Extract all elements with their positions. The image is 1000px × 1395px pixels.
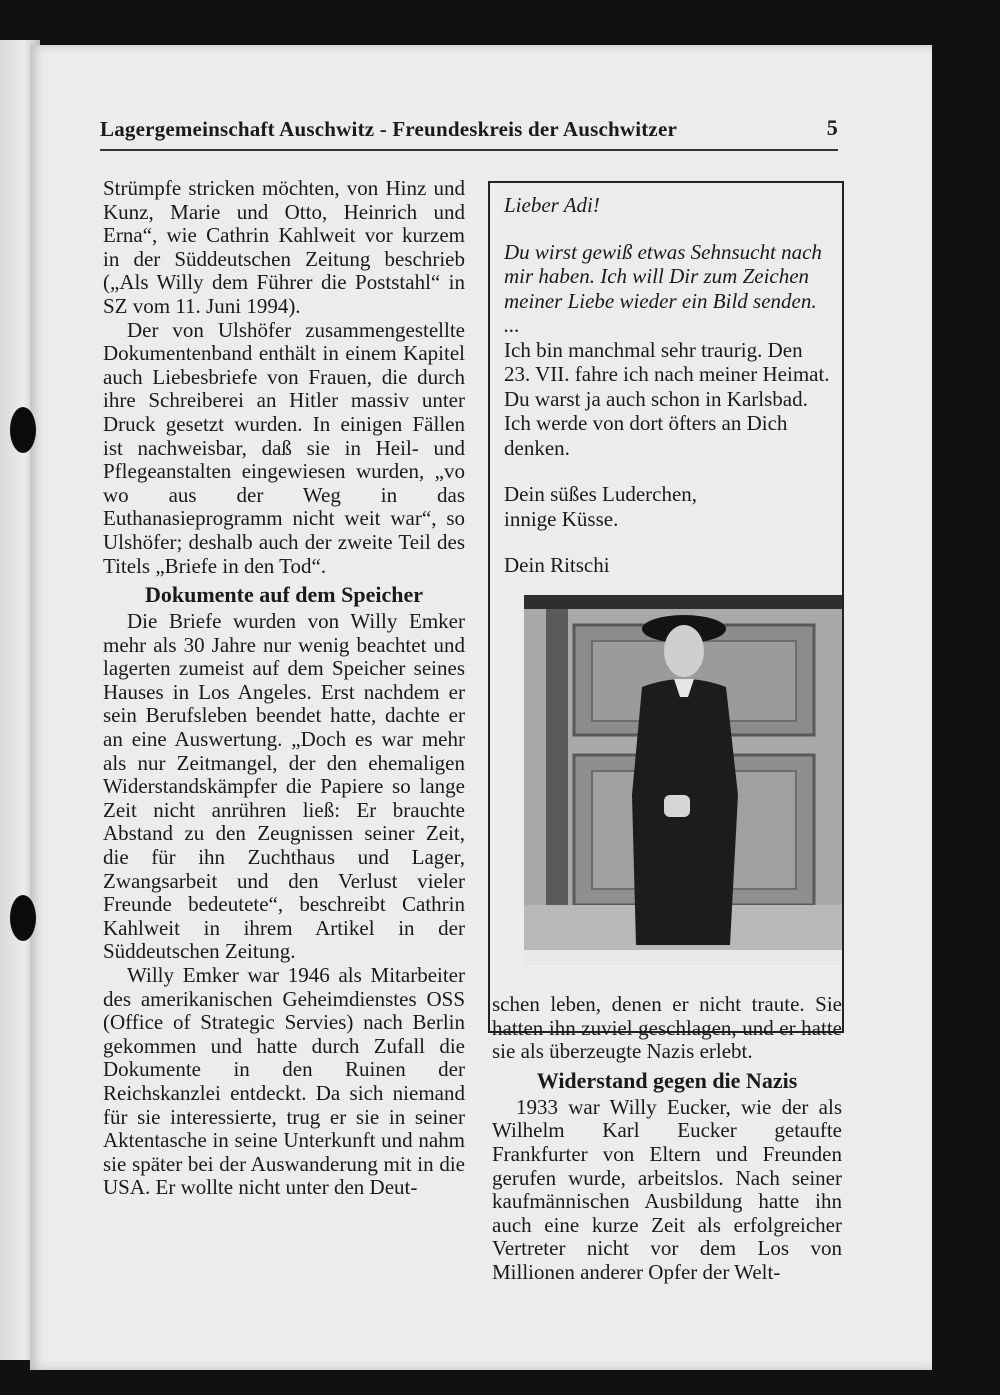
letter-text <box>504 193 834 578</box>
letter-closing: innige Küsse. <box>504 506 619 531</box>
letter-closing: Dein süßes Luderchen, <box>504 482 698 506</box>
document-page <box>30 45 932 1370</box>
letter-italic-text: Du wirst gewiß etwas Sehnsucht nach mir haben. Ich will Dir zum Zeichen meiner Liebe wieder ein Bild senden. ... <box>504 239 822 337</box>
punch-hole-bottom <box>10 895 36 941</box>
page-number: 5 <box>826 115 838 140</box>
woman-portrait-image <box>524 595 842 965</box>
section-heading: Widerstand gegen die Nazis <box>536 1067 798 1093</box>
portrait-photo <box>524 595 842 965</box>
left-column <box>103 177 465 1200</box>
paragraph: 1933 war Willy Eucker, wie der als Wilhelm Karl Eucker getaufte Frankfurter von Eltern und Freunden gerufen wurde, arbeitslos. Nach seiner kaufmännischen Ausbildung hatte ihn auch eine kurze Zeit als erfolgreicher Vertreter nicht vor dem Los von Millionen anderer Opfer der Welt- <box>492 1094 842 1284</box>
letter-box <box>488 181 844 1033</box>
section-heading: Dokumente auf dem Speicher <box>144 582 424 608</box>
paragraph: Strümpfe stricken möchten, von Hinz und Kunz, Marie und Otto, Heinrich und Erna“, wie Cathrin Kahlweit vor kurzem in der Süddeutschen Zeitung beschrieb („Als Willy dem Führer die Poststahl“ in SZ vom 11. Juni 1994). <box>103 176 465 318</box>
page-header <box>100 115 838 151</box>
letter-salutation: Lieber Adi! <box>504 193 600 217</box>
paragraph: Die Briefe wurden von Willy Emker mehr als 30 Jahre nur wenig beachtet und lagerten zumeist auf dem Speicher seines Hauses in Los Angeles. Erst nachdem er sein Berufsleben beendet hatte, dachte er an eine Auswertung. „Doch es war mehr als nur Zeitmangel, der den ehemaligen Widerstandskämpfer die Papiere so lange Zeit nicht anrühren ließ: Er brauchte Abstand zu den Zeugnissen seiner Zeit, die für ihn Zuchthaus und Lager, Zwangsarbeit und den Verlust vieler Freunde bedeutete“, beschreibt Cathrin Kahlweit in ihrem Artikel in der Süddeutschen Zeitung. <box>103 609 465 964</box>
letter-body: Ich bin manchmal sehr traurig. Den 23. VII. fahre ich nach meiner Heimat. Du warst ja auch schon in Karlsbad. Ich werde von dort öfters an Dich denken. <box>504 337 830 460</box>
letter-signature: Dein Ritschi <box>504 553 610 577</box>
paragraph: Willy Emker war 1946 als Mitarbeiter des amerikanischen Geheimdienstes OSS (Office of Strategic Servies) nach Berlin gekommen und hatte durch Zufall die Dokumente in den Ruinen der Reichskanzlei entdeckt. Da sich niemand für sie interessierte, trug er sie in seiner Aktentasche in seine Unterkunft und nahm sie später bei der Auswanderung mit in die USA. Er wollte nicht unter den Deut- <box>103 963 465 1200</box>
header-title: Lagergemeinschaft Auschwitz - Freundeskreis der Auschwitzer <box>100 117 677 141</box>
paragraph: schen leben, denen er nicht traute. Sie hatten ihn zuviel geschlagen, und er hatte sie als überzeugte Nazis erlebt. <box>492 992 842 1064</box>
paragraph: Der von Ulshöfer zusammengestellte Dokumentenband enthält in einem Kapitel auch Liebesbriefe von Frauen, die durch ihre Schreiberei an Hitler massiv unter Druck gesetzt wurden. In einigen Fällen ist nachweisbar, daß sie in Heil- und Pflegeanstalten eingewiesen wurden, „vo wo aus der Weg in das Euthanasieprogramm nicht weit war“, so Ulshöfer; deshalb auch der zweite Teil des Titels „Briefe in den Tod“. <box>103 317 465 578</box>
punch-hole-top <box>10 407 36 453</box>
right-column <box>492 993 842 1285</box>
